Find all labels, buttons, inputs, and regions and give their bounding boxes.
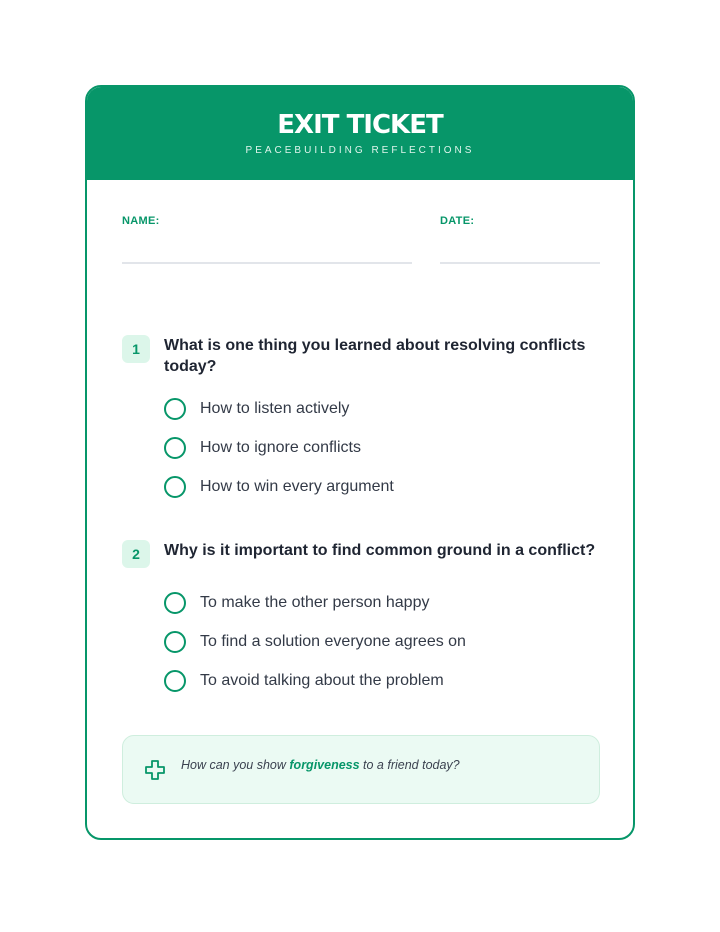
option-label: How to win every argument (200, 478, 394, 495)
date-field[interactable] (440, 262, 600, 264)
option-label: How to listen actively (200, 400, 350, 417)
reflection-prompt (122, 735, 600, 804)
question-1-text: What is one thing you learned about resolving conflicts today? (164, 337, 586, 375)
option-label: How to ignore conflicts (200, 439, 361, 456)
name-label: NAME: (122, 215, 160, 227)
card-header (87, 87, 633, 180)
question-1-option-3[interactable] (164, 475, 394, 499)
page-title: EXIT TICKET (277, 110, 443, 140)
question-1-option-1[interactable] (164, 397, 349, 421)
date-label: DATE: (440, 215, 475, 227)
option-label: To make the other person happy (200, 594, 430, 611)
name-field[interactable] (122, 262, 412, 264)
option-label: To find a solution everyone agrees on (200, 633, 466, 650)
question-number-badge: 1 (122, 335, 150, 363)
question-2-option-3[interactable] (164, 669, 444, 693)
question-2-text: Why is it important to find common ground in a conflict? (164, 542, 596, 559)
radio-button[interactable] (164, 631, 186, 653)
question-1-option-2[interactable] (164, 436, 361, 460)
reflection-prompt-text: How can you show forgiveness to a friend today? (181, 758, 460, 772)
exit-ticket-card (85, 85, 635, 840)
radio-button[interactable] (164, 670, 186, 692)
option-label: To avoid talking about the problem (200, 672, 444, 689)
question-number-badge: 2 (122, 540, 150, 568)
radio-button[interactable] (164, 437, 186, 459)
page-subtitle: PEACEBUILDING REFLECTIONS (245, 145, 475, 156)
radio-button[interactable] (164, 476, 186, 498)
question-2-option-2[interactable] (164, 630, 466, 654)
plus-cross-icon (145, 760, 165, 780)
radio-button[interactable] (164, 398, 186, 420)
prompt-emphasis: forgiveness (289, 758, 360, 772)
radio-button[interactable] (164, 592, 186, 614)
question-2-option-1[interactable] (164, 591, 429, 615)
